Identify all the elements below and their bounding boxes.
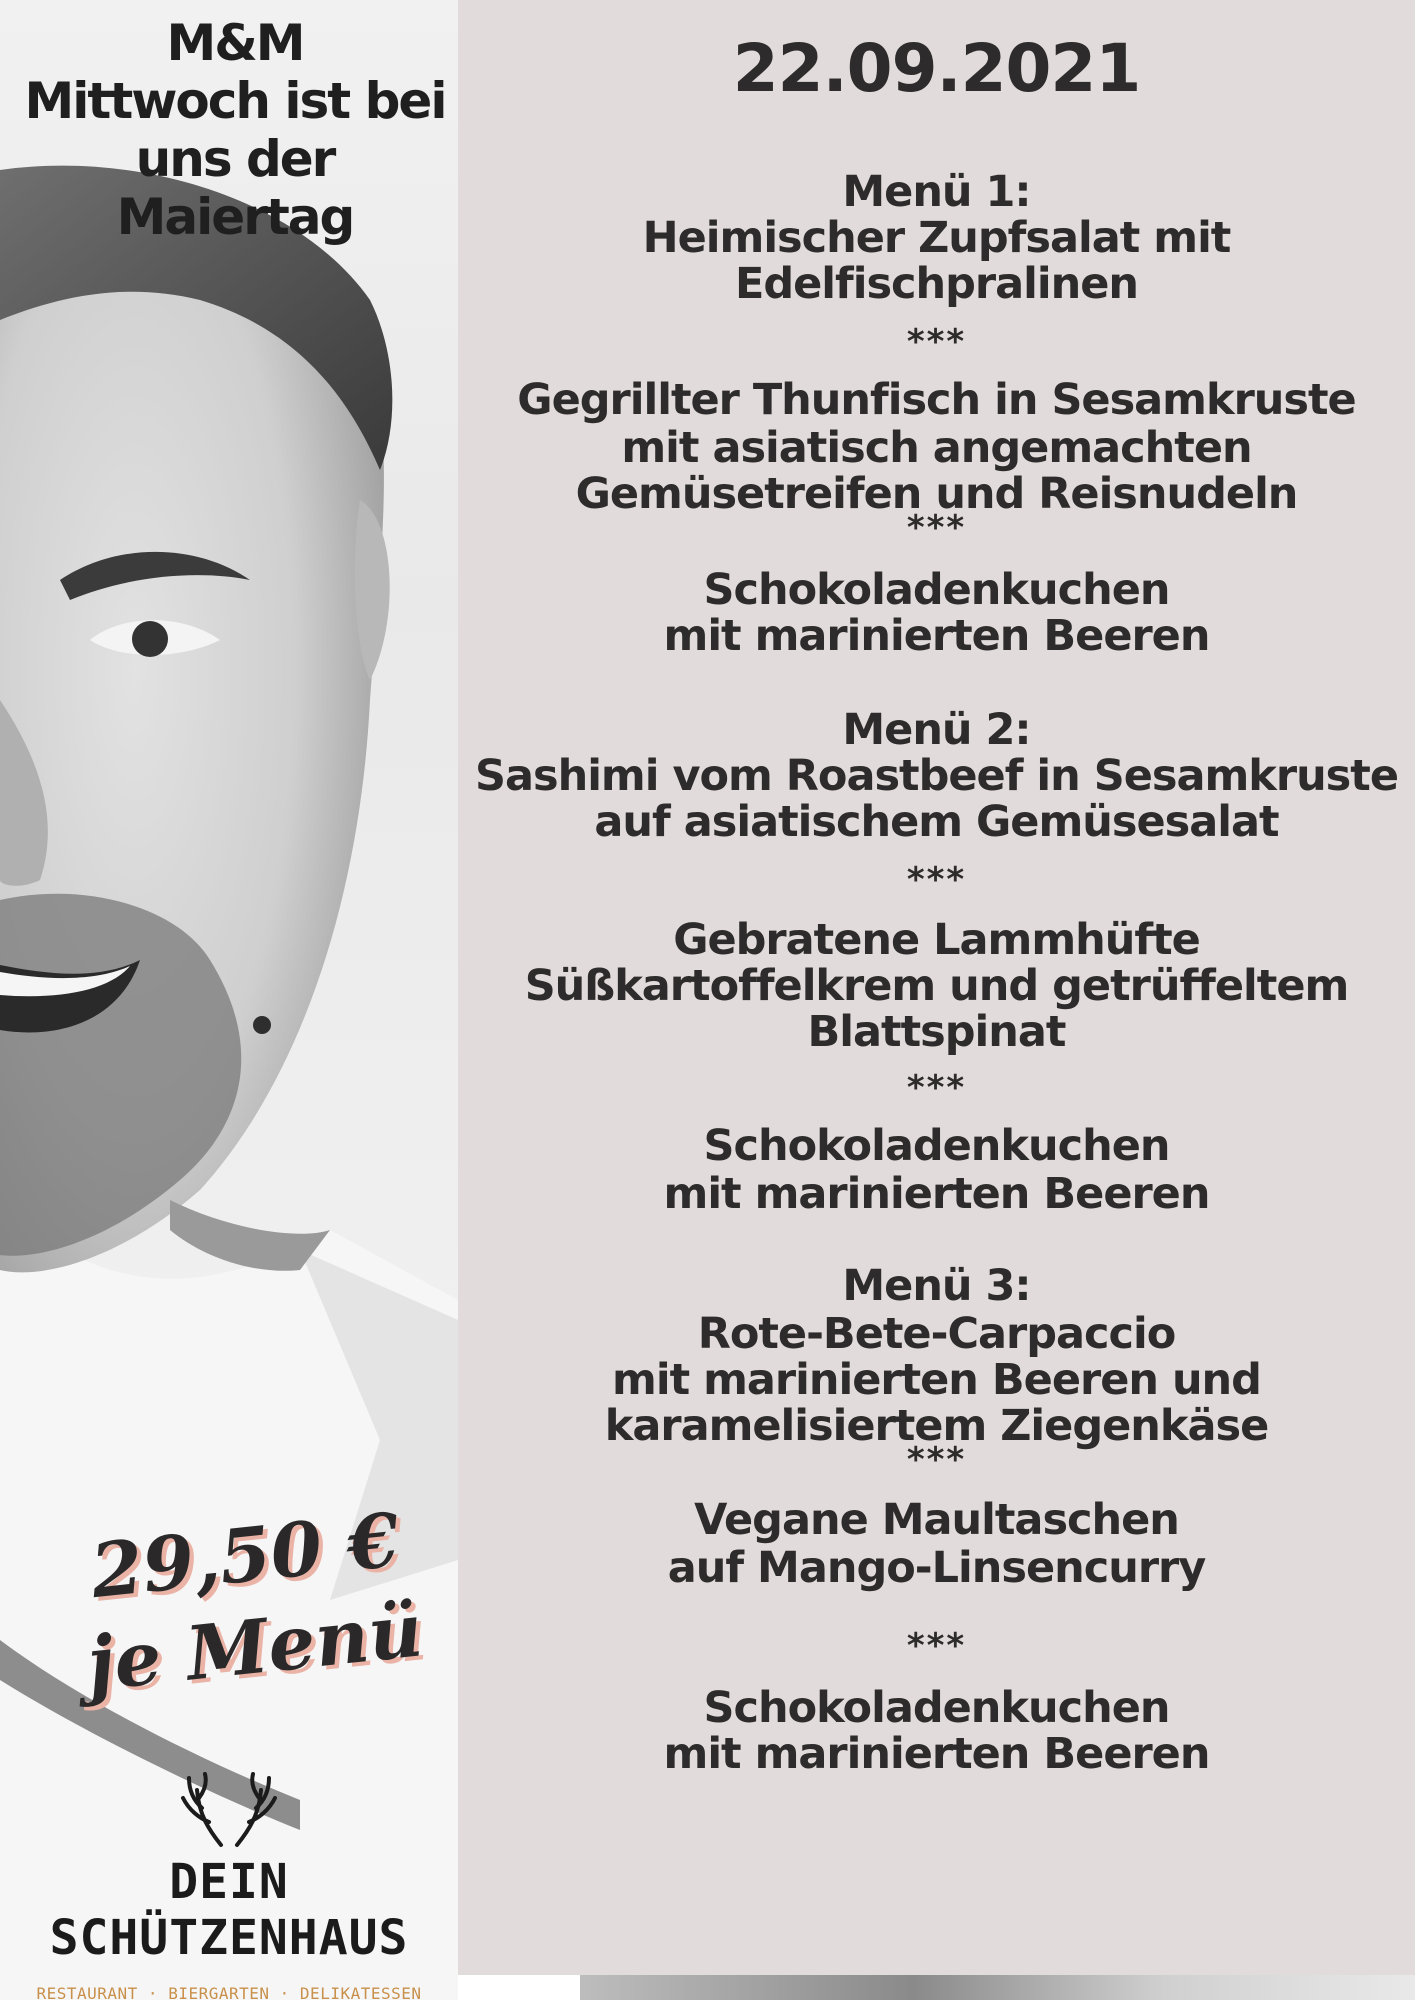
menu-panel	[458, 0, 1415, 1975]
brand-logo	[0, 1770, 458, 2000]
menu-1-starter-line-1: Heimischer Zupfsalat mit	[642, 213, 1231, 263]
menu-1-main-line-2: mit asiatisch angemachten	[621, 423, 1252, 473]
menu-2-dessert-line-1: Schokoladenkuchen	[703, 1121, 1170, 1171]
menu-3-dessert-line-2: mit marinierten Beeren	[663, 1729, 1210, 1779]
course-separator: ***	[906, 508, 967, 548]
menu-2-dessert-line-2: mit marinierten Beeren	[663, 1169, 1210, 1219]
brand-tagline: RESTAURANT · BIERGARTEN · DELIKATESSEN	[36, 1984, 422, 2000]
menu-2-starter-line-1: Sashimi vom Roastbeef in Sesamkruste	[475, 751, 1398, 801]
antlers-icon	[169, 1770, 289, 1850]
price-per-menu: je Menü	[83, 1587, 427, 1709]
menu-1-main-line-1: Gegrillter Thunfisch in Sesamkruste	[517, 375, 1356, 425]
brand-name: DEIN SCHÜTZENHAUS	[49, 1854, 409, 1966]
menu-2-starter-line-2: auf asiatischem Gemüsesalat	[594, 797, 1279, 847]
menu-1-main-line-3: Gemüsetreifen und Reisnudeln	[575, 469, 1298, 519]
menu-3-starter-line-2: mit marinierten Beeren und	[612, 1355, 1261, 1405]
menu-2-main-line-3: Blattspinat	[807, 1007, 1066, 1057]
menu-1-starter-line-2: Edelfischpralinen	[734, 259, 1139, 309]
menu-3-starter-line-1: Rote-Bete-Carpaccio	[697, 1309, 1176, 1359]
tagline	[10, 14, 458, 246]
price-amount: 29,50 €	[87, 1497, 404, 1616]
menu-3-main-line-1: Vegane Maultaschen	[694, 1495, 1179, 1545]
bottom-photo-strip	[580, 1975, 1415, 2000]
menu-1-dessert-line-2: mit marinierten Beeren	[663, 611, 1210, 661]
menu-3-dessert-line-1: Schokoladenkuchen	[703, 1683, 1170, 1733]
menu-3-starter-line-3: karamelisiertem Ziegenkäse	[604, 1401, 1269, 1451]
course-separator: ***	[906, 860, 967, 900]
course-separator: ***	[906, 1626, 967, 1666]
tagline-line-3: uns der Maiertag	[116, 130, 354, 246]
photo-panel	[0, 0, 458, 2000]
menu-2-main-line-2: Süßkartoffelkrem und getrüffeltem	[524, 961, 1349, 1011]
course-separator: ***	[906, 322, 967, 362]
course-separator: ***	[906, 1440, 967, 1480]
course-separator: ***	[906, 1068, 967, 1108]
menu-3-main-line-2: auf Mango-Linsencurry	[667, 1543, 1206, 1593]
menu-2-title: Menü 2:	[842, 705, 1031, 755]
menu-2-main-line-1: Gebratene Lammhüfte	[673, 915, 1200, 965]
tagline-line-1: M&M	[166, 14, 304, 72]
tagline-line-2: Mittwoch ist bei	[24, 72, 446, 130]
menu-3-title: Menü 3:	[842, 1261, 1031, 1311]
menu-date: 22.09.2021	[732, 30, 1141, 107]
menu-1-dessert-line-1: Schokoladenkuchen	[703, 565, 1170, 615]
menu-1-title: Menü 1:	[842, 167, 1031, 217]
